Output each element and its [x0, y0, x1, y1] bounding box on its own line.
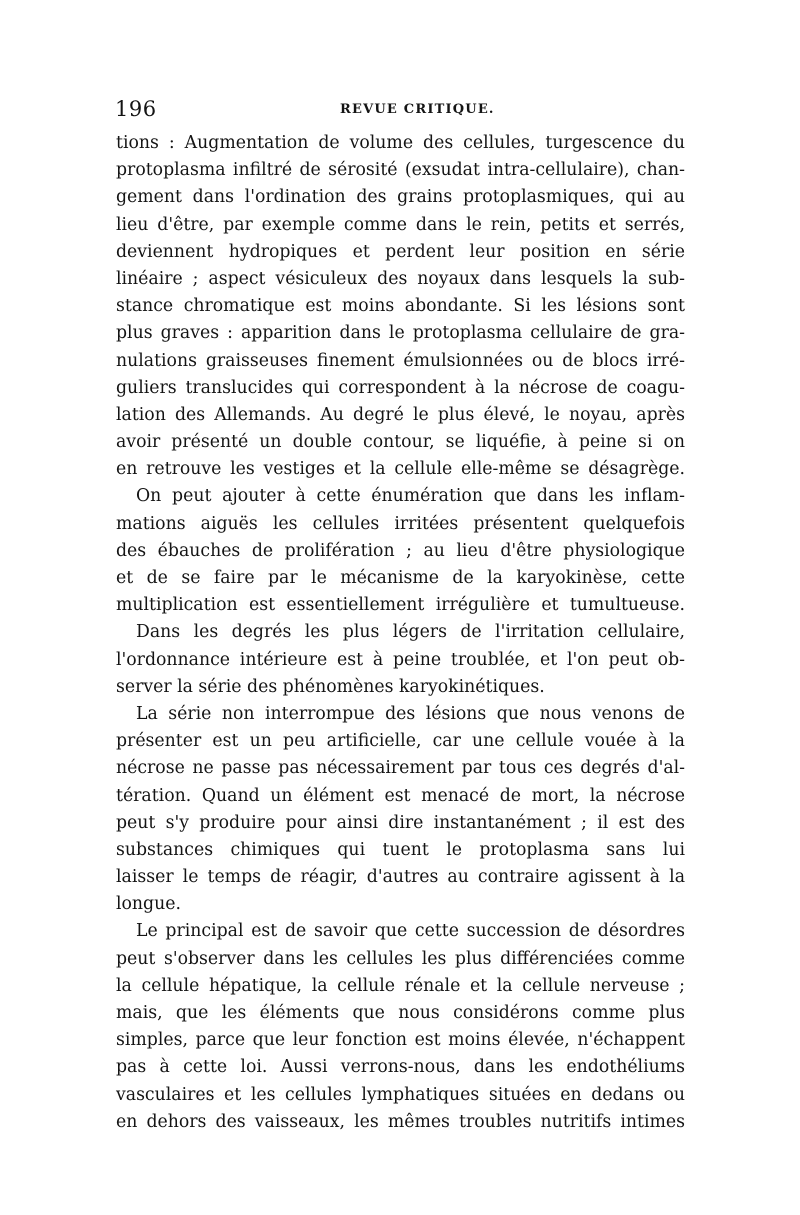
text-line: des ébauches de prolifération ; au lieu d'être physiologique: [116, 540, 685, 561]
text-line: gement dans l'ordination des grains protoplasmiques, qui au: [116, 187, 685, 208]
text-line: mations aiguës les cellules irritées présentent quelquefois: [116, 513, 685, 534]
text-line: multiplication est essentiellement irrégulière et tumultueuse.: [116, 595, 685, 616]
text-line: protoplasma infiltré de sérosité (exsudat intra-cellulaire), chan-: [116, 160, 685, 181]
page-number: 196: [115, 97, 157, 121]
text-line: tions : Augmentation de volume des cellules, turgescence du: [116, 133, 685, 153]
text-line: lation des Allemands. Au degré le plus élevé, le noyau, après: [116, 404, 685, 425]
body-text: [116, 130, 685, 1136]
paragraph-end-line: server la série des phénomènes karyokinétiques.: [116, 676, 545, 697]
text-line: tération. Quand un élément est menacé de mort, la nécrose: [116, 785, 685, 806]
text-line: simples, parce que leur fonction est moins élevée, n'échappent: [116, 1030, 685, 1051]
text-line: peut s'y produire pour ainsi dire instantanément ; il est des: [116, 812, 685, 833]
text-line: stance chromatique est moins abondante. Si les lésions sont: [116, 296, 685, 317]
running-title: REVUE CRITIQUE.: [340, 102, 495, 117]
text-line: lieu d'être, par exemple comme dans le rein, petits et serrés,: [116, 214, 685, 235]
text-line: plus graves : apparition dans le protoplasma cellulaire de gra-: [116, 323, 685, 344]
text-line: nécrose ne passe pas nécessairement par tous ces degrés d'al-: [116, 758, 685, 779]
text-line: substances chimiques qui tuent le protoplasma sans lui: [116, 839, 685, 860]
paragraph-end-line: longue.: [116, 894, 181, 915]
text-line: peut s'observer dans les cellules les plus différenciées comme: [116, 948, 685, 969]
running-head: [115, 96, 685, 122]
text-line: mais, que les éléments que nous considérons comme plus: [116, 1003, 685, 1023]
paragraph-start-line: La série non interrompue des lésions que nous venons de: [136, 703, 685, 724]
text-line: linéaire ; aspect vésiculeux des noyaux dans lesquels la sub-: [116, 268, 685, 289]
text-line: nulations graisseuses finement émulsionnées ou de blocs irré-: [116, 350, 685, 371]
text-line: guliers translucides qui correspondent à la nécrose de coagu-: [116, 377, 685, 398]
paragraph-start-line: On peut ajouter à cette énumération que dans les inflam-: [136, 486, 685, 507]
text-line: l'ordonnance intérieure est à peine troublée, et l'on peut ob-: [116, 649, 685, 670]
text-line: en dehors des vaisseaux, les mêmes troubles nutritifs intimes: [116, 1111, 685, 1132]
text-line: laisser le temps de réagir, d'autres au contraire agissent à la: [116, 867, 685, 888]
text-line: présenter est un peu artificielle, car une cellule vouée à la: [116, 731, 685, 752]
text-line: et de se faire par le mécanisme de la karyokinèse, cette: [116, 568, 685, 588]
text-line: deviennent hydropiques et perdent leur position en série: [116, 241, 685, 262]
text-line: pas à cette loi. Aussi verrons-nous, dans les endothéliums: [116, 1057, 685, 1078]
paragraph-start-line: Le principal est de savoir que cette succession de désordres: [136, 921, 685, 942]
text-line: la cellule hépatique, la cellule rénale et la cellule nerveuse ;: [116, 975, 685, 996]
paragraph-start-line: Dans les degrés les plus légers de l'irritation cellulaire,: [136, 622, 685, 643]
text-line: en retrouve les vestiges et la cellule elle-même se désagrège.: [116, 459, 685, 480]
text-line: vasculaires et les cellules lymphatiques situées en dedans ou: [116, 1084, 685, 1105]
text-line: avoir présenté un double contour, se liquéfie, à peine si on: [116, 432, 685, 453]
